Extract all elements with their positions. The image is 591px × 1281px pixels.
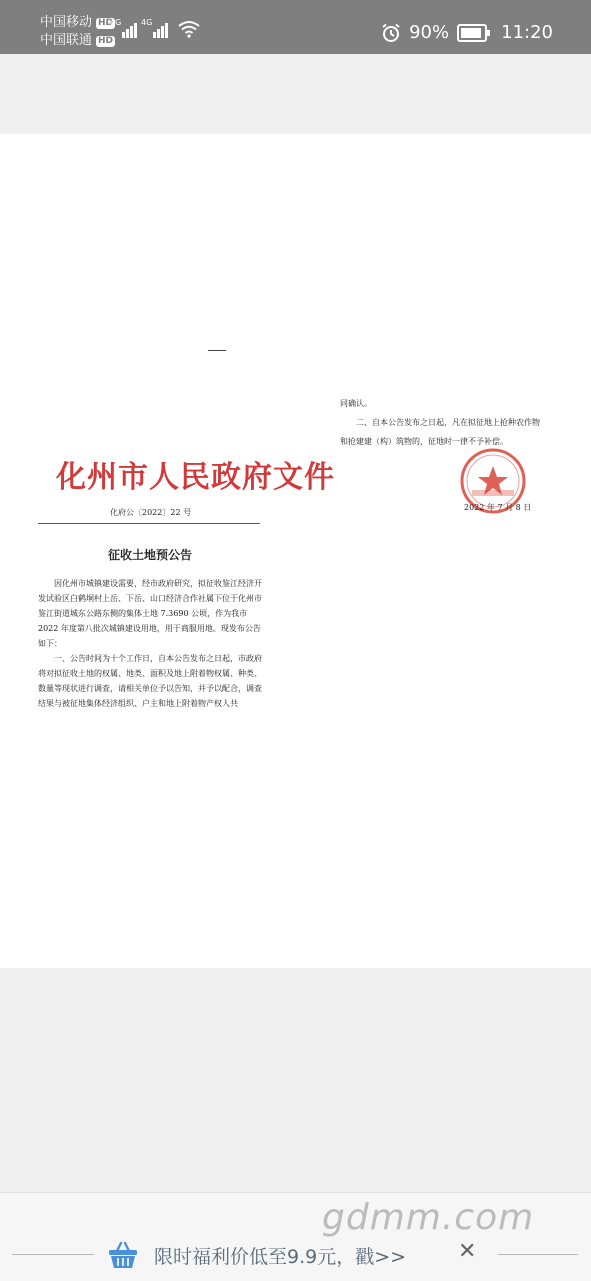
signing-date: 2022 年 7 月 8 日 — [464, 503, 532, 512]
signal-icon — [143, 20, 168, 38]
paragraph-3: 二、自本公告发布之日起，凡在拟征地上抢种农作物和抢建建（构）筑物的，征地时一律不予补偿。 — [340, 418, 540, 446]
hd-badge: HD — [98, 35, 114, 46]
paragraph-2: 一、公告时间为十个工作日，自本公告发布之日起，市政府将对拟征收土地的权属、地类、面积及地上附着物权属、种类、数量等现状进行调查，请相关单位予以告知，并予以配合，调查结果与被征地集体经济组织、户主和地上附着物产权人共 — [38, 654, 262, 708]
announcement-title: 征收土地预公告 — [108, 548, 193, 562]
carrier-1: 中国移动 — [40, 15, 93, 30]
close-icon[interactable]: ✕ — [458, 1239, 477, 1264]
document-page — [0, 350, 591, 726]
document-number: 化府公〔2022〕22 号 — [110, 508, 192, 517]
battery-fill — [461, 28, 481, 38]
hd-badge: HD — [98, 17, 114, 28]
document-header-title: 化州市人民政府文件 — [56, 460, 335, 495]
clock: 11:20 — [501, 22, 553, 43]
announcement-continued — [340, 394, 540, 451]
status-bar — [0, 0, 591, 54]
divider-right — [498, 1254, 578, 1255]
promo-text[interactable]: 限时福利价低至9.9元，戳>> — [154, 1246, 407, 1268]
network-label: 4G — [141, 18, 153, 27]
continued-line: 同确认。 — [340, 399, 372, 408]
divider-left — [12, 1254, 94, 1255]
wifi-icon — [178, 20, 200, 38]
carrier-2: 中国联通 — [40, 33, 93, 48]
battery-icon — [457, 24, 487, 42]
header-divider — [38, 523, 260, 524]
carrier-info — [40, 14, 115, 50]
network-label: 4G — [110, 18, 122, 27]
signal-indicators — [112, 20, 168, 38]
document-viewer[interactable] — [0, 134, 591, 968]
alarm-icon — [381, 23, 401, 43]
promo-banner[interactable] — [0, 1192, 591, 1281]
signal-icon — [112, 20, 137, 38]
paragraph-1: 因化州市城镇建设需要，经市政府研究，拟征收鉴江经济开发试验区白鹤垌村上岳、下岳、山口经济合作社属下位于化州市鉴江街道城东公路东侧的集体土地 7.3690 公顷，作为我市 2022 年度第八批次城镇建设用地，用于商服用地。现发布公告如下： — [38, 579, 262, 648]
battery-percent: 90% — [409, 22, 450, 43]
status-right — [381, 22, 553, 43]
announcement-body — [38, 576, 262, 711]
scan-mark — [208, 350, 226, 351]
basket-icon — [108, 1241, 138, 1269]
site-watermark: gdmm.com — [322, 1197, 535, 1238]
